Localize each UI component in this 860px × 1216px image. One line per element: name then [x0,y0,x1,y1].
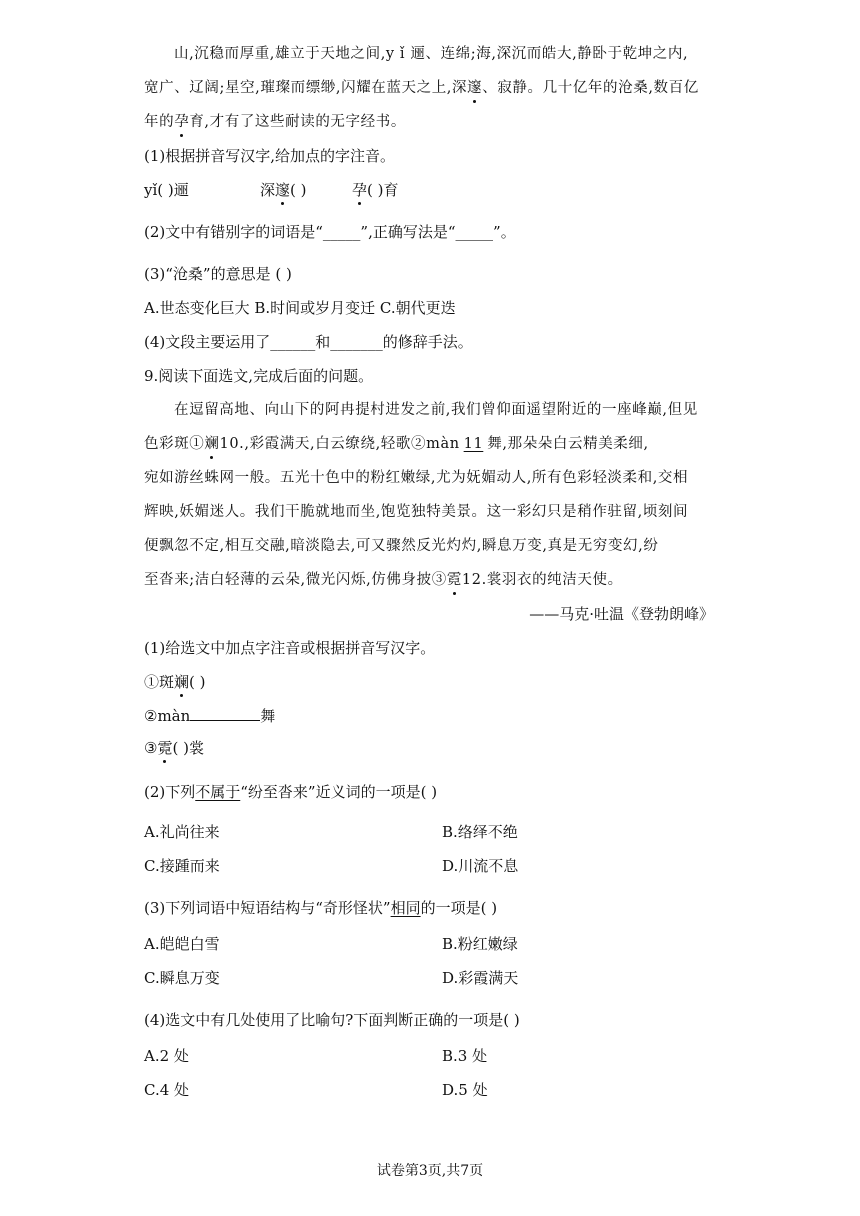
q9-sub1-item-3 [144,738,204,758]
q9-sub1-item-1 [144,672,206,692]
q9-sub3-option-a: A.皑皑白雪 [144,935,220,953]
q9-sub4-option-c: C.4 处 [144,1081,190,1099]
passage-source: ——马克·吐温《登勃朗峰》 [529,605,714,623]
passage-text: 育,才有了这些耐读的无字经书。 [189,114,406,130]
passage-text: 10.,彩霞满天,白云缭绕,轻歌②màn [219,436,460,452]
question-text: (2)下列 [144,783,196,801]
dotted-char: 霓 [446,572,462,588]
passage-line-3 [144,112,406,132]
underlined-text: 相同 [390,899,421,917]
item-text: ③ [144,739,158,757]
item-text: 深 [260,181,276,199]
q8-item-a: yǐ( )逦 [144,181,189,199]
q8-sub3: (3)“沧桑”的意思是 ( ) [144,265,292,283]
dotted-char: 孕 [174,114,190,130]
passage-text: 12.裳羽衣的纯洁天使。 [461,572,623,588]
q9-sub3-option-d: D.彩霞满天 [442,969,519,987]
passage-text: 色彩斑① [144,436,205,452]
passage-text: 至沓来;洁白轻薄的云朵,微光闪烁,仿佛身披③ [144,572,447,588]
q9-sub2-option-b: B.络绎不绝 [442,823,518,841]
q8-sub1-items [144,180,544,200]
item-text: 舞 [260,707,276,725]
passage-text: 舞,那朵朵白云精美柔细, [487,436,649,452]
q8-item-b [260,180,307,200]
q9-passage-line-2 [144,434,649,454]
q9-sub2-option-d: D.川流不息 [442,857,519,875]
q9-sub4-option-d: D.5 处 [442,1081,488,1099]
passage-line-2 [144,78,699,98]
underlined-text: 不属于 [195,783,241,801]
q8-sub3-options: A.世态变化巨大 B.时间或岁月变迁 C.朝代更迭 [144,299,456,317]
blank-number: 11 [463,436,484,452]
q9-sub1: (1)给选文中加点字注音或根据拼音写汉字。 [144,639,436,657]
item-text: ( )裳 [172,739,204,757]
q9-sub3 [144,898,497,918]
item-text: ( )育 [367,181,399,199]
question-text: 的一项是( ) [420,899,498,917]
q9-sub1-item-2 [144,706,275,726]
q9-sub3-option-c: C.瞬息万变 [144,969,220,987]
q9-passage-line-3: 宛如游丝蛛网一般。五光十色中的粉红嫩绿,尤为妩媚动人,所有色彩轻淡柔和,交相 [144,470,689,486]
q9-passage-line-6 [144,570,623,590]
passage-text: 年的 [144,114,175,130]
item-text: ( ) [189,673,206,691]
dotted-char: 孕 [352,181,368,199]
dotted-char: 邃 [275,181,291,199]
item-text: ②màn [144,707,191,725]
q8-sub2: (2)文中有错别字的词语是“_____”,正确写法是“_____”。 [144,223,516,241]
q9-sub2 [144,782,437,802]
item-text: ( ) [290,181,307,199]
q9-title: 9.阅读下面选文,完成后面的问题。 [144,367,374,385]
q9-passage-line-5: 便飘忽不定,相互交融,暗淡隐去,可又骤然反光灼灼,瞬息万变,真是无穷变幻,纷 [144,538,659,554]
question-text: (3)下列词语中短语结构与“奇形怪状” [144,899,391,917]
passage-text: 宽广、辽阔;星空,璀璨而缥缈,闪耀在蓝天之上,深 [144,80,468,96]
q8-item-c [352,180,399,200]
question-text: “纷至沓来”近义词的一项是( ) [240,783,438,801]
passage-line-1: 山,沉稳而厚重,雄立于天地之间,y ǐ 逦、连绵;海,深沉而皓大,静卧于乾坤之内, [174,46,689,62]
dotted-char: 斓 [204,436,220,452]
answer-blank [190,706,260,721]
q9-sub2-option-a: A.礼尚往来 [144,823,220,841]
q9-sub3-option-b: B.粉红嫩绿 [442,935,518,953]
page-footer: 试卷第3页,共7页 [376,1163,484,1179]
q9-sub2-option-c: C.接踵而来 [144,857,220,875]
q8-sub4: (4)文段主要运用了______和_______的修辞手法。 [144,333,473,351]
item-text: ①斑 [144,673,175,691]
dotted-char: 邃 [467,80,483,96]
passage-text: 、寂静。几十亿年的沧桑,数百亿 [482,80,699,96]
q9-passage-line-1: 在逗留高地、向山下的阿冉提村进发之前,我们曾仰面遥望附近的一座峰巅,但见 [174,402,698,418]
q9-sub4-option-a: A.2 处 [144,1047,189,1065]
q8-sub1: (1)根据拼音写汉字,给加点的字注音。 [144,147,396,165]
dotted-char: 霓 [157,739,173,757]
q9-sub4: (4)选文中有几处使用了比喻句?下面判断正确的一项是( ) [144,1011,520,1029]
q9-passage-line-4: 辉映,妖媚迷人。我们干脆就地而坐,饱览独特美景。这一彩幻只是稍作驻留,顷刻间 [144,504,689,520]
q9-sub4-option-b: B.3 处 [442,1047,488,1065]
dotted-char: 斓 [174,673,190,691]
